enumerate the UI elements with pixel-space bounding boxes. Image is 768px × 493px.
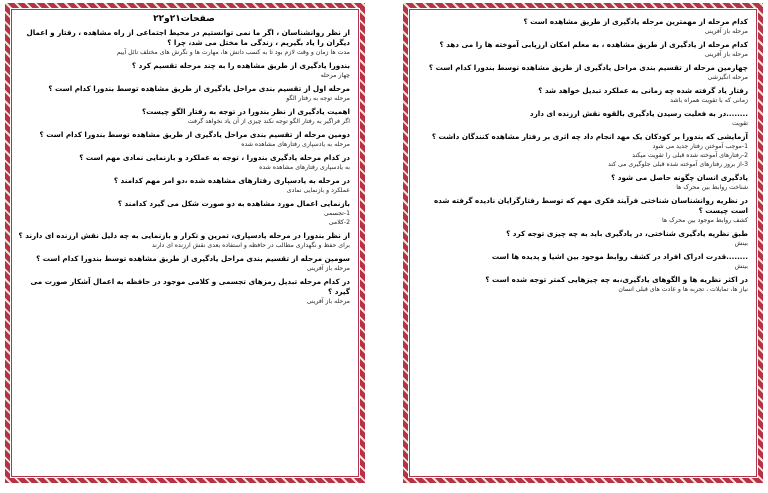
answer-line: 1-موجب آموختن رفتار جدید می شود [652, 143, 748, 150]
question: در نظریه روانشناسان شناختی فرآیند فکری مهم که توسط رفتارگرایان نادیده گرفته شده است چیست ؟ [433, 196, 748, 215]
question: یادگیری انسان چگونه حاصل می شود ؟ [611, 173, 748, 182]
question: طبق نظریه یادگیری شناختی، در یادگیری باید به چه چیزی توجه کرد ؟ [506, 229, 748, 238]
answer-line: کشف روابط موجود بین محرک ها [662, 217, 748, 224]
question: از نظر روانشناسان ، اگر ما نمی توانستیم در محیط اجتماعی از راه مشاهده ، رفتار و اعمال دیگران را یاد بگیریم ، زندگی ما مختل می شد، چرا ؟ [26, 28, 350, 47]
question: اهمیت یادگیری از نظر بندورا در توجه به رفتار الگو چیست؟ [141, 107, 350, 116]
answer-line: اگر فراگیر به رفتار الگو توجه نکند چیزی از آن یاد نخواهد گرفت [187, 118, 350, 125]
question: کدام مرحله از یادگیری از طریق مشاهده ، به معلم امکان ارزیابی آموخته ها را می دهد ؟ [439, 40, 748, 49]
right-page [404, 4, 762, 482]
answer-line: مدت ها زمان و وقت لازم بود تا به کسب دانش ها، مهارت ها و نگرش های مختلف نائل آییم [116, 49, 350, 56]
answer [18, 186, 350, 195]
answer [416, 119, 748, 128]
answer-line: نیاز ها، تمایلات ، تجربه ها و عادت های قبلی انسان [618, 286, 748, 293]
answer-line: مرحله به یادسپاری رفتارهای مشاهده شده [241, 141, 350, 148]
answer [18, 209, 350, 227]
answer [416, 142, 748, 169]
question: در مرحله به یادسپاری رفتارهای مشاهده شده ،دو امر مهم کدامند ؟ [113, 176, 350, 185]
left-page [6, 4, 364, 482]
page-title: صفحات۲۱و۲۲ [153, 14, 215, 24]
answer [18, 163, 350, 172]
answer-line: عملکرد و بازنمایی نمادی [286, 187, 350, 194]
answer-line: تقویت [732, 120, 748, 127]
answer [416, 27, 748, 36]
question: در کدام مرحله تبدیل رمزهای تجسمی و کلامی موجود در حافظه به اعمال آشکار صورت می گیرد ؟ [30, 277, 350, 296]
answer-line: بینش [734, 263, 748, 270]
question: بندورا یادگیری از طریق مشاهده را به چند مرحله تقسیم کرد ؟ [131, 61, 350, 70]
answer [416, 262, 748, 271]
answer [18, 94, 350, 103]
answer [18, 140, 350, 149]
answer [18, 71, 350, 80]
left-page-content [18, 13, 350, 474]
answer-line: مرحله باز آفرینی [306, 298, 350, 305]
answer-line: بینش [734, 240, 748, 247]
answer-line: به یادسپاری رفتارهای مشاهده شده [259, 164, 350, 171]
question: سومین مرحله از تقسیم بندی مراحل یادگیری از طریق مشاهده توسط بندورا کدام است ؟ [36, 254, 350, 263]
answer [416, 239, 748, 248]
answer-line: 2-کلامی [328, 219, 350, 226]
question: چهارمین مرحله از تقسیم بندی مراحل یادگیری از طریق مشاهده توسط بندورا کدام است ؟ [428, 63, 748, 72]
answer-line: 2-رفتارهای آموخته شده قبلی را تقویت میکند [632, 152, 748, 159]
answer-line: مرحله توجه به رفتار الگو [286, 95, 350, 102]
answer-line: زمانی که با تقویت همراه باشد [670, 97, 748, 104]
question: ........در به فعلیت رسیدن یادگیری بالقوه نقش ارزنده ای دارد [529, 109, 748, 118]
answer-line: مرحله باز آفرینی [704, 51, 748, 58]
answer-line: مرحله باز آفرینی [704, 28, 748, 35]
question: کدام مرحله از مهمترین مرحله یادگیری از طریق مشاهده است ؟ [523, 17, 748, 26]
question: در اکثر نظریه ها و الگوهای یادگیری،به چه چیزهایی کمتر توجه شده است ؟ [485, 275, 748, 284]
answer [416, 96, 748, 105]
answer [416, 50, 748, 59]
question: در کدام مرحله یادگیری بندورا ، توجه به عملکرد و بازنمایی نمادی مهم است ؟ [79, 153, 350, 162]
answer-line: شناخت روابط بین محرک ها [676, 184, 748, 191]
right-page-content [416, 13, 748, 474]
answer-line: 1-تجسمی [323, 210, 350, 217]
answer [416, 285, 748, 294]
answer [18, 297, 350, 306]
question: رفتار یاد گرفته شده چه زمانی به عملکرد تبدیل خواهد شد ؟ [538, 86, 748, 95]
question: آزمایشی که بندورا بر کودکان یک مهد انجام داد چه اثری بر رفتار مشاهده کنندگان داشت ؟ [431, 132, 748, 141]
answer [18, 48, 350, 57]
question: از نظر بندورا در مرحله یادسپاری، تمرین و تکرار و بازنمایی به چه دلیل نقش ارزنده ای دارند ؟ [18, 231, 350, 240]
answer [416, 216, 748, 225]
question: مرحله اول از تقسیم بندی مراحل یادگیری از طریق مشاهده توسط بندورا کدام است ؟ [48, 84, 350, 93]
question: بازنمایی اعمال مورد مشاهده به دو صورت شکل می گیرد کدامند ؟ [117, 199, 350, 208]
answer-line: چهار مرحله [320, 72, 350, 79]
answer [18, 117, 350, 126]
question: ........قدرت ادراک افراد در کشف روابط موجود بین اشیا و پدیده ها است [491, 252, 748, 261]
answer-line: مرحله انگیزشی [707, 74, 748, 81]
answer [18, 241, 350, 250]
answer [416, 73, 748, 82]
answer-line: مرحله باز آفرینی [306, 265, 350, 272]
answer-line: 3-از بروز رفتارهای آموخته شده قبلی جلوگیری می کند [607, 161, 748, 168]
answer [416, 183, 748, 192]
answer [18, 264, 350, 273]
question: دومین مرحله از تقسیم بندی مراحل یادگیری از طریق مشاهده توسط بندورا کدام است ؟ [39, 130, 350, 139]
answer-line: برای حفظ و نگهداری مطالب در حافظه و استفاده بعدی نقش ارزنده ای دارند [151, 242, 350, 249]
